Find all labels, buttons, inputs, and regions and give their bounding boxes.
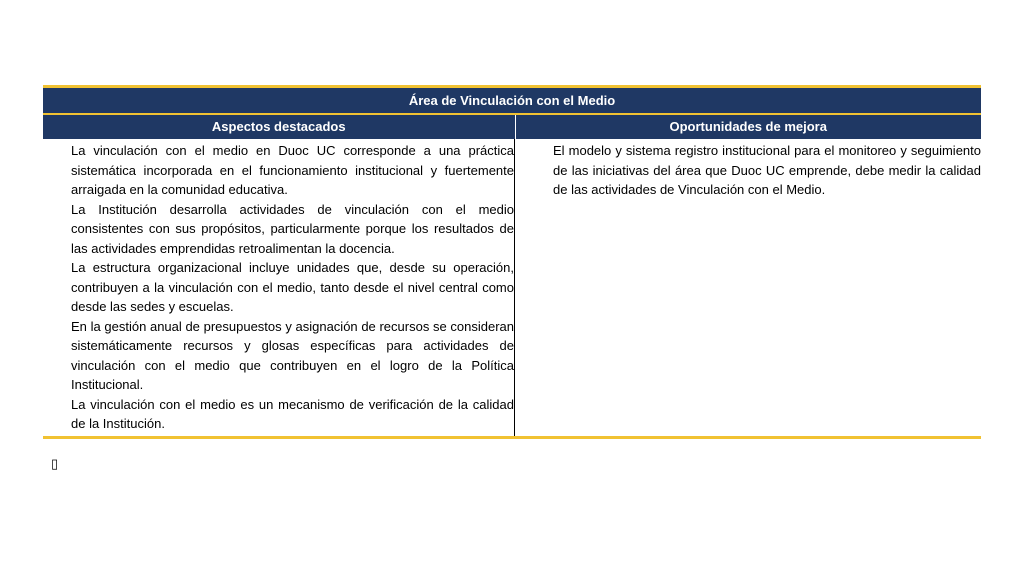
header-row (43, 115, 981, 139)
highlight-paragraph: La vinculación con el medio es un mecanismo de verificación de la calidad de la Institución. (71, 396, 514, 431)
footer-mark: ▯ (51, 456, 59, 471)
table-title: Área de Vinculación con el Medio (43, 88, 981, 113)
highlight-paragraph: La estructura organizacional incluye unidades que, desde su operación, contribuyen a la vinculación con el medio, tanto desde el nivel central como desde las sedes y escuelas. (71, 260, 514, 314)
highlight-paragraph: La Institución desarrolla actividades de vinculación con el medio consistentes con sus propósitos, particularmente porque los resultados de las actividades emprendidas retroalimentan la docencia. (71, 201, 514, 256)
body-row (43, 139, 981, 436)
highlight-paragraph: La vinculación con el medio en Duoc UC corresponde a una práctica sistemática incorporada en el funcionamiento institucional y fuertemente arraigada en la comunidad educativa. (71, 143, 514, 197)
highlights-cell (43, 139, 515, 436)
header-improvements: Oportunidades de mejora (669, 119, 827, 134)
improvements-cell (515, 139, 981, 436)
highlight-paragraph: En la gestión anual de presupuestos y asignación de recursos se consideran sistemáticamente recursos y glosas específicas para actividades de vinculación con el medio que contribuyen en el logro de la Política Institucional. (71, 318, 514, 392)
evaluation-table (43, 85, 981, 439)
bottom-divider (43, 436, 981, 439)
header-highlights: Aspectos destacados (43, 115, 516, 139)
improvement-paragraph: El modelo y sistema registro institucional para el monitoreo y seguimiento de las iniciativas del área que Duoc UC emprende, debe medir la calidad de las actividades de Vinculación con el Medio. (553, 143, 981, 197)
